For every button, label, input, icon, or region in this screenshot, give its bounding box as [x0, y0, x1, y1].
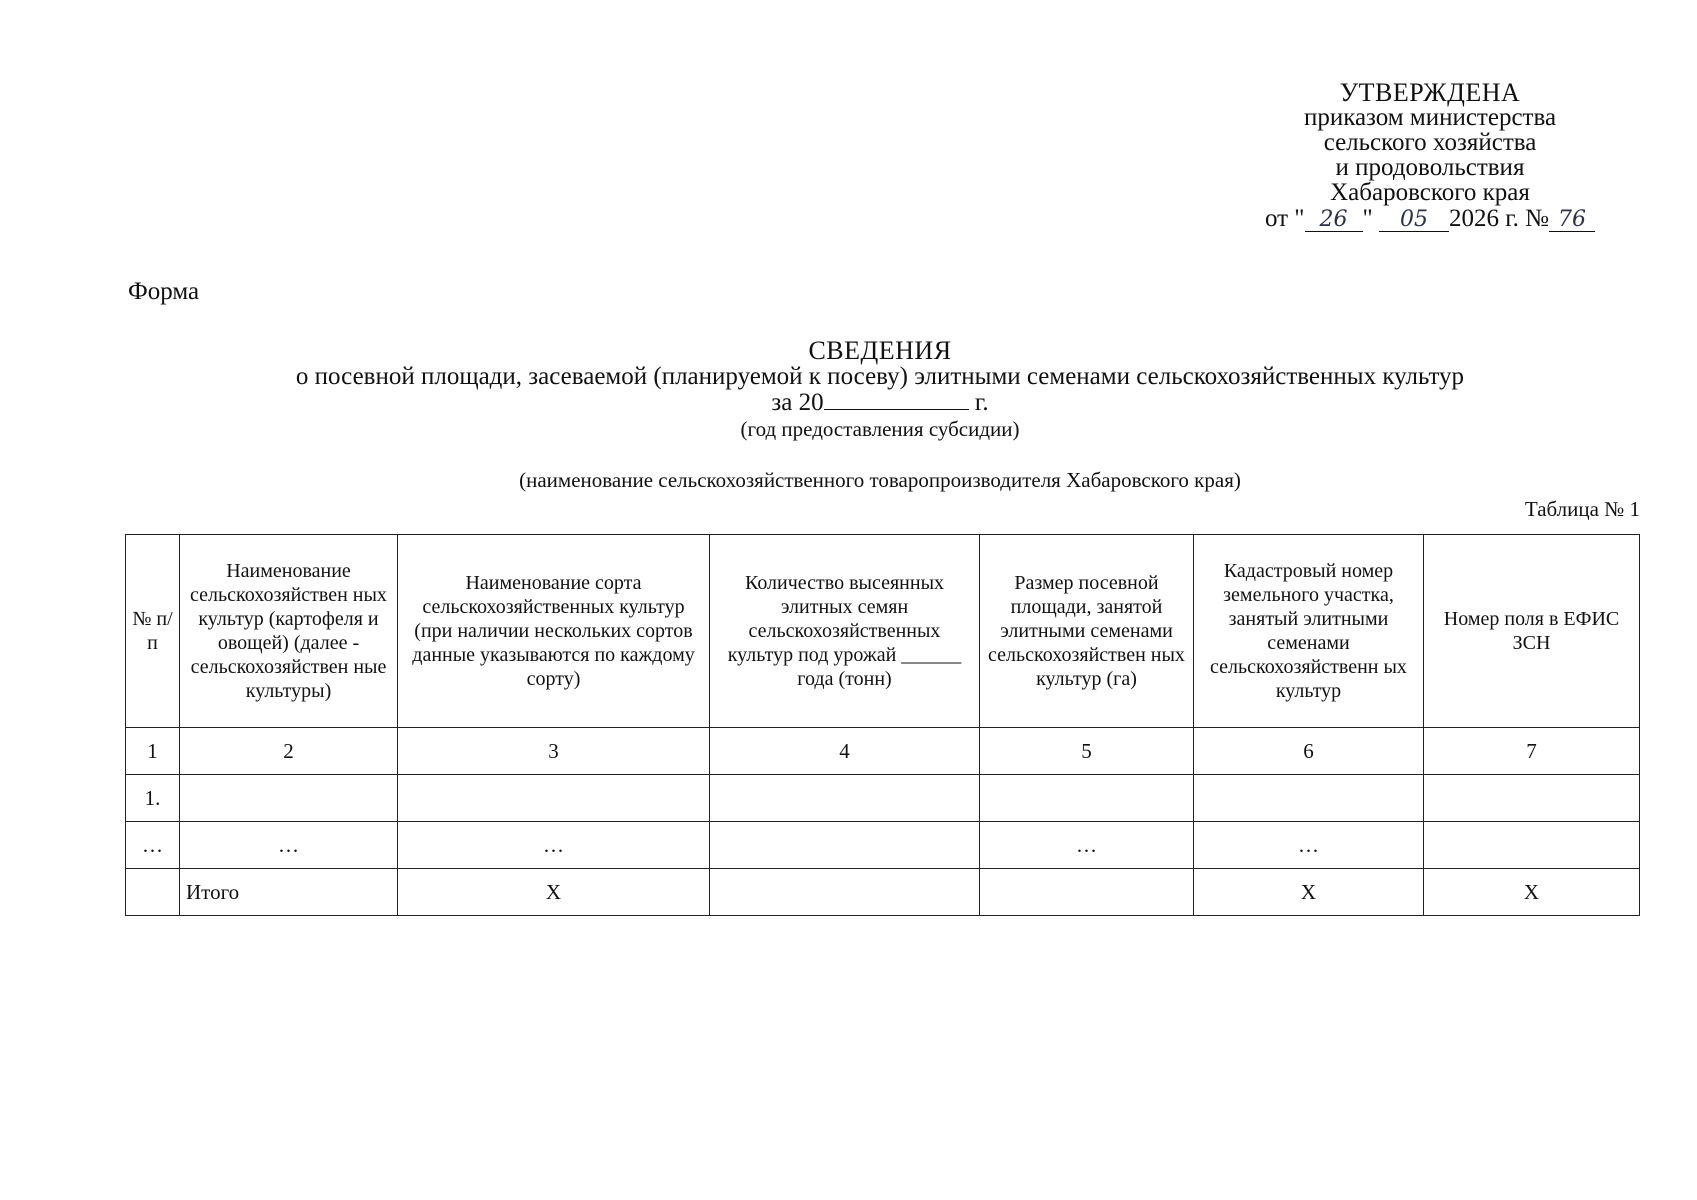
period-hint: (год предоставления субсидии) — [740, 417, 1020, 441]
header-cell: № п/п — [126, 535, 180, 728]
column-number-cell: 2 — [180, 728, 398, 775]
total-label-cell: Итого — [180, 869, 398, 916]
header-cell: Количество высеянных элитных семян сельскохозяйственных культур под урожай ______ года (тонн) — [710, 535, 980, 728]
approval-title: УТВЕРЖДЕНА — [1339, 78, 1521, 107]
table-header-row — [126, 535, 1640, 728]
date-mid: " — [1362, 205, 1379, 232]
column-number-cell: 1 — [126, 728, 180, 775]
header-cell: Номер поля в ЕФИС ЗСН — [1424, 535, 1640, 728]
table-cell — [398, 775, 710, 822]
column-number-cell: 4 — [710, 728, 980, 775]
data-table — [125, 534, 1640, 916]
table-cell: … — [398, 822, 710, 869]
table-cell: … — [980, 822, 1194, 869]
period-line — [180, 389, 1580, 415]
approval-line-2: сельского хозяйства — [1323, 129, 1537, 156]
approval-line-1: приказом министерства — [1303, 104, 1557, 131]
column-number-row — [126, 728, 1640, 775]
column-number-cell: 5 — [980, 728, 1194, 775]
column-number-cell: 3 — [398, 728, 710, 775]
total-row — [126, 869, 1640, 916]
table-row — [126, 822, 1640, 869]
header-cell: Наименование сельскохозяйствен ных культур (картофеля и овощей) (далее - сельскохозяйствен ные культуры) — [180, 535, 398, 728]
table-cell — [126, 869, 180, 916]
form-label: Форма — [128, 278, 200, 305]
table-cell — [1424, 822, 1640, 869]
header-cell: Наименование сорта сельскохозяйственных культур (при наличии нескольких сортов данные указываются по каждому сорту) — [398, 535, 710, 728]
table-cell: … — [1194, 822, 1424, 869]
handwritten-month: 05 — [1379, 209, 1449, 232]
table-cell — [180, 775, 398, 822]
approval-line-4: Хабаровского края — [1330, 179, 1530, 206]
table-cell: … — [126, 822, 180, 869]
approval-stamp — [1240, 80, 1620, 232]
table-cell: Х — [1194, 869, 1424, 916]
column-number-cell: 7 — [1424, 728, 1640, 775]
table-cell: … — [180, 822, 398, 869]
table-cell — [1194, 775, 1424, 822]
document-heading — [180, 338, 1580, 441]
approval-date-line — [1240, 206, 1620, 232]
approval-line-3: и продовольствия — [1335, 154, 1525, 181]
document-title: СВЕДЕНИЯ — [808, 336, 952, 365]
year-blank — [824, 389, 969, 410]
table-cell — [1424, 775, 1640, 822]
period-prefix: за 20 — [771, 389, 824, 416]
handwritten-order-number: 76 — [1549, 209, 1595, 232]
table-cell — [710, 869, 980, 916]
producer-hint: (наименование сельскохозяйственного товаропроизводителя Хабаровского края) — [519, 468, 1241, 492]
table-cell: 1. — [126, 775, 180, 822]
header-cell: Кадастровый номер земельного участка, занятый элитными семенами сельскохозяйственн ых культур — [1194, 535, 1424, 728]
table-row — [126, 775, 1640, 822]
date-prefix: от " — [1264, 205, 1305, 232]
table-label: Таблица № 1 — [1524, 497, 1640, 521]
column-number-cell: 6 — [1194, 728, 1424, 775]
table-cell — [710, 822, 980, 869]
document-subtitle: о посевной площади, засеваемой (планируемой к посеву) элитными семенами сельскохозяйственных культур — [295, 363, 1465, 390]
table-cell: Х — [398, 869, 710, 916]
year-text: 2026 г. № — [1448, 205, 1550, 232]
period-suffix: г. — [968, 389, 989, 416]
table-cell — [710, 775, 980, 822]
table-cell — [980, 775, 1194, 822]
table-cell: Х — [1424, 869, 1640, 916]
table-cell — [980, 869, 1194, 916]
header-cell: Размер посевной площади, занятой элитными семенами сельскохозяйствен ных культур (га) — [980, 535, 1194, 728]
handwritten-day: 26 — [1305, 209, 1363, 232]
